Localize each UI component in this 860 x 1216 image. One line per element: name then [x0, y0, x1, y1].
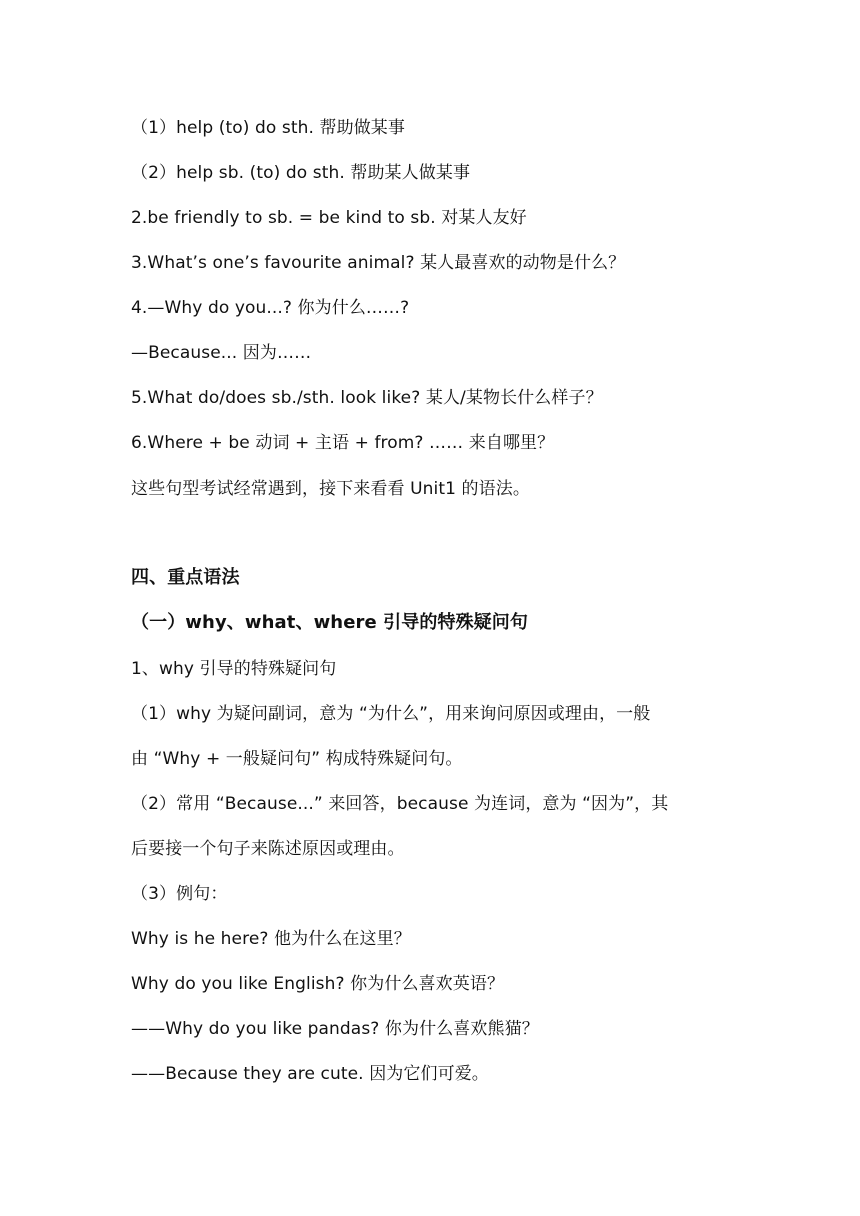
text-line-because-explanation-1: （2）常用 “Because...” 来回答，because 为连词，意为 “因为”，其 [131, 794, 669, 814]
text-line-why-explanation-1: （1）why 为疑问副词，意为 “为什么”，用来询问原因或理由，一般 [131, 704, 651, 724]
example-sentence: ——Why do you like pandas? 你为什么喜欢熊猫？ [131, 1019, 539, 1039]
text-line-where-from: 6.Where + be 动词 + 主语 + from? …… 来自哪里？ [131, 433, 555, 453]
text-line-why-explanation-2: 由 “Why + 一般疑问句” 构成特殊疑问句。 [131, 749, 463, 769]
text-line-why-title: 1、why 引导的特殊疑问句 [131, 659, 337, 679]
section-heading-grammar: 四、重点语法 [131, 567, 240, 588]
example-sentence: Why do you like English? 你为什么喜欢英语？ [131, 974, 505, 994]
example-sentence: Why is he here? 他为什么在这里？ [131, 929, 411, 949]
text-line-help-do: （1）help (to) do sth. 帮助做某事 [131, 118, 406, 138]
text-line-look-like: 5.What do/does sb./sth. look like? 某人/某物长什么样子？ [131, 388, 603, 408]
text-line-why-do-you: 4.—Why do you...? 你为什么……? [131, 298, 410, 318]
text-line-because-explanation-2: 后要接一个句子来陈述原因或理由。 [131, 839, 405, 859]
text-line-favourite-animal: 3.What’s one’s favourite animal? 某人最喜欢的动物是什么？ [131, 253, 626, 273]
example-sentence: ——Because they are cute. 因为它们可爱。 [131, 1064, 489, 1084]
text-line-examples-label: （3）例句： [131, 884, 228, 904]
text-line-transition: 这些句型考试经常遇到，接下来看看 Unit1 的语法。 [131, 479, 530, 499]
text-line-because: —Because... 因为…… [131, 343, 312, 363]
text-line-help-sb-do: （2）help sb. (to) do sth. 帮助某人做某事 [131, 163, 471, 183]
text-line-be-friendly: 2.be friendly to sb. = be kind to sb. 对某人友好 [131, 208, 527, 228]
subsection-heading-questions: （一）why、what、where 引导的特殊疑问句 [131, 612, 528, 633]
